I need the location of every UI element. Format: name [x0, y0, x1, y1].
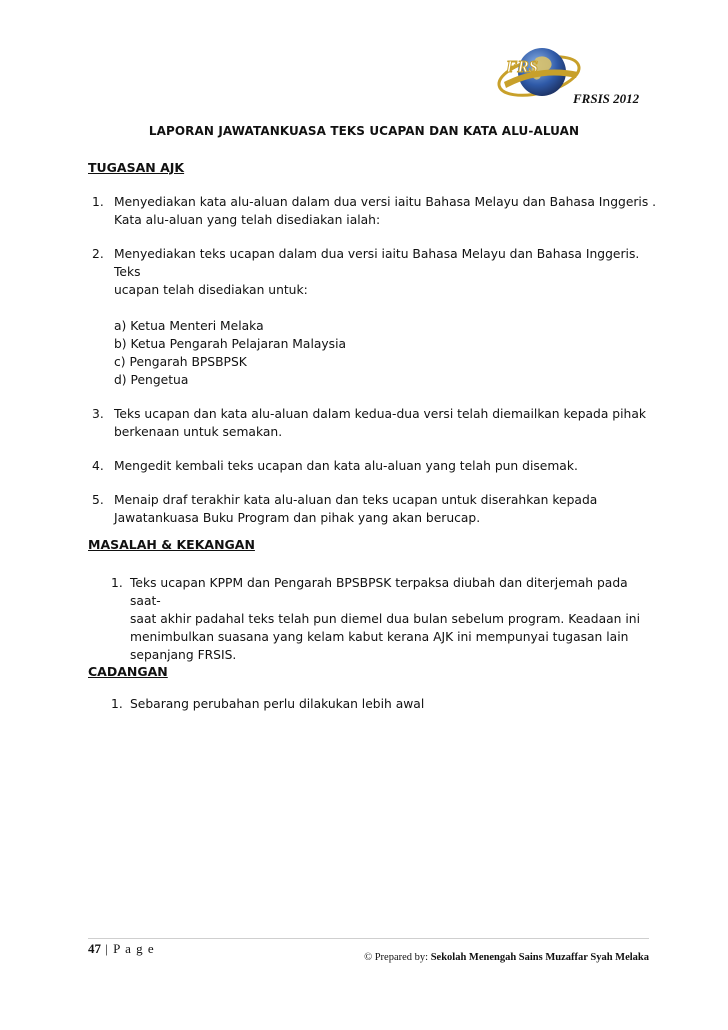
item-line: Mengedit kembali teks ucapan dan kata alu-aluan yang telah pun disemak.	[114, 459, 578, 473]
page-label: | P a g e	[101, 941, 155, 956]
list-item	[88, 193, 658, 229]
item-line: Menyediakan kata alu-aluan dalam dua versi iaitu Bahasa Melayu dan Bahasa Inggeris .	[114, 195, 657, 209]
footer-credit	[364, 952, 649, 963]
frsis-logo	[496, 40, 582, 106]
sub-item: a) Ketua Menteri Melaka	[114, 319, 264, 333]
list-item	[88, 405, 658, 441]
item-number: 5.	[92, 493, 104, 507]
footer-credit-school: Sekolah Menengah Sains Muzaffar Syah Melaka	[430, 952, 649, 963]
tugasan-list	[88, 193, 658, 527]
list-item	[88, 491, 658, 527]
item-line: berkenaan untuk semakan.	[114, 425, 283, 439]
cadangan-list	[109, 695, 659, 713]
document-title: LAPORAN JAWATANKUASA TEKS UCAPAN DAN KATA ALU-ALUAN	[148, 124, 580, 138]
item-line: ucapan telah disediakan untuk:	[114, 283, 308, 297]
footer-divider	[88, 938, 649, 939]
list-item	[109, 574, 659, 664]
item-number: 1.	[111, 576, 123, 590]
item-line: Teks ucapan KPPM dan Pengarah BPSBPSK terpaksa diubah dan diterjemah pada saat-	[130, 576, 628, 608]
item-number: 4.	[92, 459, 104, 473]
heading-tugasan-ajk: TUGASAN AJK	[88, 160, 185, 175]
masalah-list	[109, 574, 659, 664]
item-number: 1.	[111, 697, 123, 711]
footer-credit-prefix: © Prepared by:	[364, 952, 431, 963]
list-item	[109, 695, 659, 713]
logo-text: FRS	[506, 57, 539, 76]
item-line: Sebarang perubahan perlu dilakukan lebih awal	[130, 697, 425, 711]
item-line: sepanjang FRSIS.	[130, 648, 237, 662]
item-line: Teks ucapan dan kata alu-aluan dalam kedua-dua versi telah diemailkan kepada pihak	[114, 407, 646, 421]
item-number: 3.	[92, 407, 104, 421]
item-line: Jawatankuasa Buku Program dan pihak yang akan berucap.	[114, 511, 481, 525]
heading-cadangan: CADANGAN	[88, 664, 168, 679]
page-number	[88, 941, 155, 957]
page-number-value: 47	[88, 941, 101, 956]
item-line: saat akhir padahal teks telah pun diemel dua bulan sebelum program. Keadaan ini	[130, 612, 641, 626]
sub-item: d) Pengetua	[114, 373, 189, 387]
heading-masalah-kekangan: MASALAH & KEKANGAN	[88, 537, 255, 552]
item-line: menimbulkan suasana yang kelam kabut kerana AJK ini mempunyai tugasan lain	[130, 630, 629, 644]
item-line: Kata alu-aluan yang telah disediakan ialah:	[114, 213, 381, 227]
sub-item: b) Ketua Pengarah Pelajaran Malaysia	[114, 337, 347, 351]
item-number: 2.	[92, 247, 104, 261]
header-event-label: FRSIS 2012	[573, 91, 640, 106]
item-number: 1.	[92, 195, 104, 209]
list-item	[88, 245, 658, 389]
list-item	[88, 457, 658, 475]
item-line: Menaip draf terakhir kata alu-aluan dan teks ucapan untuk diserahkan kepada	[114, 493, 598, 507]
recipient-list	[114, 317, 658, 389]
sub-item: c) Pengarah BPSBPSK	[114, 355, 247, 369]
item-line: Menyediakan teks ucapan dalam dua versi iaitu Bahasa Melayu dan Bahasa Inggeris. Teks	[114, 247, 640, 279]
